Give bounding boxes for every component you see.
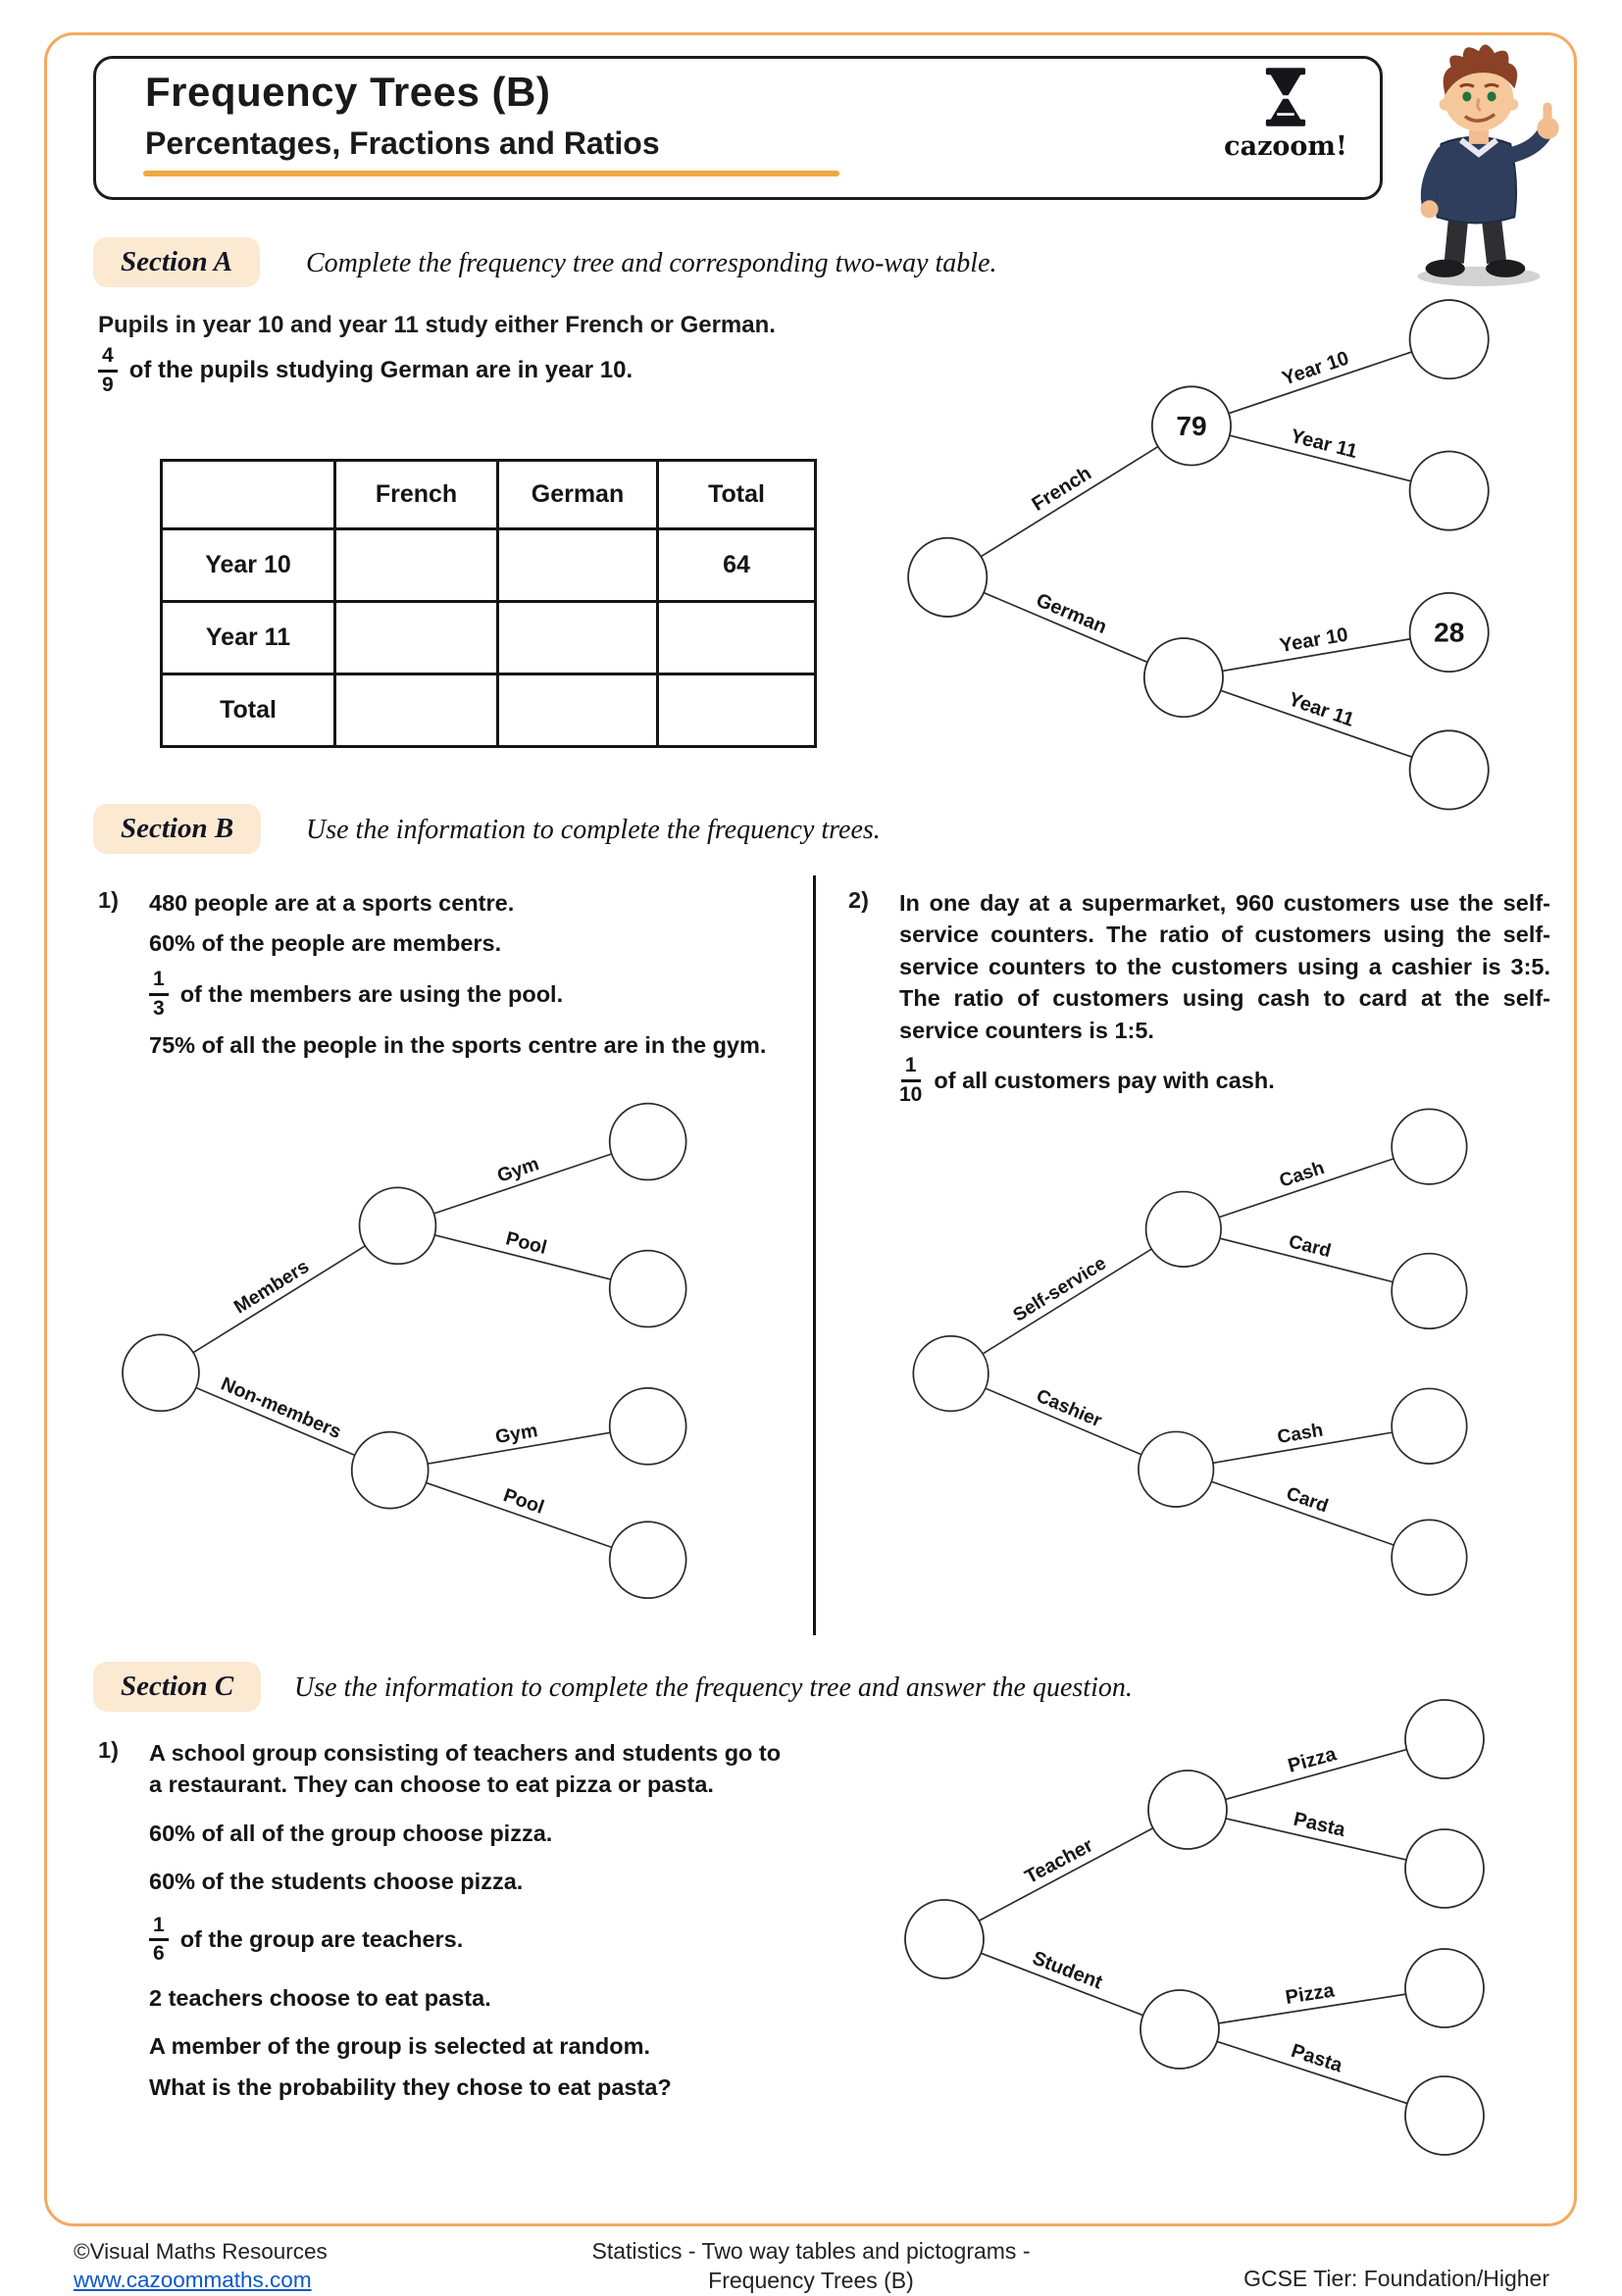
branch-label: Pizza [1285,1743,1340,1777]
tree-node-circle [1410,730,1489,809]
tree-node-circle [1392,1520,1467,1595]
tree-node-circle [352,1432,429,1509]
section-a-instruction: Complete the frequency tree and corresponding two-way table. [306,248,997,278]
section-b-label: Section B [93,804,261,854]
fraction-text: of the members are using the pool. [179,980,564,1007]
section-a-fraction-statement [98,345,633,396]
row-label-total: Total [162,674,335,747]
footer-topic-line1: Statistics - Two way tables and pictograms - [591,2238,1031,2264]
fraction-denominator: 10 [899,1082,923,1106]
tree-node-circle [123,1334,199,1411]
cell-year10-total: 64 [658,529,816,602]
tree-node-circle [1405,2076,1484,2155]
table-corner-cell [162,461,335,529]
tree-node-circle [1405,1829,1484,1908]
branch-label: Year 10 [1278,624,1350,658]
tree-node-value: 79 [1176,410,1207,441]
problem-b1-fraction-statement [149,969,785,1020]
tree-node-circle [1405,1700,1484,1778]
branch-label: Members [229,1255,314,1319]
problem-b2 [848,887,1550,1116]
problem-b1-line2: 60% of the people are members. [149,930,502,957]
branch-label: Year 11 [1285,688,1357,731]
tree-branch-line [979,1828,1152,1921]
tree-node-circle [610,1522,686,1598]
table-header-french: French [335,461,498,529]
cell-total-total [658,674,816,747]
branch-label: Pizza [1284,1979,1337,2009]
tree-node-circle [1410,451,1489,529]
frequency-tree-section-a [871,286,1549,843]
branch-label: Gym [494,1153,542,1187]
subtitle-underline [143,171,839,176]
branch-label: Cash [1276,1420,1325,1449]
problem-c1-fraction-statement [149,1915,785,1966]
row-label-year10: Year 10 [162,529,335,602]
cell-total-french [335,674,498,747]
problem-b2-number: 2) [848,887,869,913]
tree-node-circle [905,1900,984,1978]
problem-c1-number: 1) [98,1737,119,1763]
section-a-intro: Pupils in year 10 and year 11 study either French or German. [98,312,776,338]
section-b-column-divider [813,875,816,1635]
mascot-character [1379,33,1589,290]
branch-label: Student [1029,1947,1106,1994]
fraction-4-9 [98,345,118,396]
fraction-numerator: 1 [149,969,169,996]
section-b-instruction: Use the information to complete the frequency trees. [306,815,881,845]
tree-node-circle [1392,1388,1467,1464]
footer-copyright: ©Visual Maths Resources [74,2239,328,2264]
cell-total-german [498,674,658,747]
problem-c1-line6: What is the probability they chose to eat pasta? [149,2073,672,2100]
fraction-denominator: 3 [153,996,165,1020]
cell-year10-german [498,529,658,602]
branch-label: Pool [503,1227,549,1259]
page-subtitle: Percentages, Fractions and Ratios [145,125,660,161]
fraction-numerator: 1 [149,1915,169,1942]
table-row-total [162,674,816,747]
problem-c1-body [149,1737,785,2112]
branch-label: Year 10 [1279,347,1352,390]
fraction-text: of the group are teachers. [179,1926,464,1953]
two-way-table [160,459,817,748]
cazoom-logo [1217,64,1354,162]
branch-label: Pasta [1291,1808,1347,1842]
fraction-numerator: 1 [901,1055,921,1082]
fraction-denominator: 9 [102,373,114,396]
hourglass-icon [1258,64,1313,130]
tree-branch-line [981,447,1158,557]
cell-year11-total [658,602,816,674]
cell-year11-french [335,602,498,674]
problem-b1-number: 1) [98,887,119,913]
fraction-numerator: 4 [98,345,118,373]
branch-label: Gym [493,1420,539,1449]
tree-node-circle [1144,638,1223,717]
branch-label: Cashier [1033,1385,1105,1432]
cell-year10-french [335,529,498,602]
frequency-tree-section-c [868,1694,1545,2165]
branch-label: Non-members [218,1373,345,1444]
problem-b1-line3: 75% of all the people in the sports centre are in the gym. [149,1032,767,1059]
tree-node-circle [610,1388,686,1465]
fraction-denominator: 6 [153,1942,165,1966]
branch-label: Pool [500,1484,547,1519]
branch-label: Card [1283,1483,1331,1518]
fraction-1-3 [149,969,169,1020]
footer-website-link[interactable]: www.cazoommaths.com [74,2268,312,2293]
problem-c1-line4: 2 teachers choose to eat pasta. [149,1985,491,2012]
branch-label: Self-service [1009,1253,1110,1326]
mascot-illustration [1379,33,1589,290]
fraction-text: of the pupils studying German are in year 10. [128,357,634,384]
tree-node-value: 28 [1434,617,1465,648]
frequency-tree-b2 [878,1096,1525,1626]
row-label-year11: Year 11 [162,602,335,674]
table-row-year10 [162,529,816,602]
tree-node-circle [1392,1254,1467,1329]
tree-node-circle [908,538,987,617]
problem-b1-body [149,887,785,1071]
header [93,56,1383,200]
branch-label: Cash [1277,1157,1328,1192]
branch-label: French [1028,462,1095,516]
fraction-1-6 [149,1915,169,1966]
branch-label: Pasta [1288,2040,1345,2077]
cell-year11-german [498,602,658,674]
tree-branch-line [983,1249,1151,1354]
fraction-text: of all customers pay with cash. [934,1067,1275,1093]
footer-credits [74,2237,328,2295]
table-header-row [162,461,816,529]
table-header-total: Total [658,461,816,529]
branch-label: Teacher [1021,1834,1097,1889]
problem-c1-line5: A member of the group is selected at random. [149,2033,651,2060]
tree-node-circle [1405,1949,1484,2027]
tree-node-circle [1410,300,1489,378]
branch-label: Card [1286,1231,1334,1263]
problem-c1-line2: 60% of all of the group choose pizza. [149,1820,553,1846]
problem-c1 [98,1737,785,2112]
section-c-instruction: Use the information to complete the frequency tree and answer the question. [294,1672,1133,1703]
tree-node-circle [610,1104,686,1180]
tree-node-circle [1146,1192,1222,1268]
tree-node-circle [913,1336,988,1412]
tree-node-circle [1148,1771,1227,1849]
section-a-label: Section A [93,237,260,287]
problem-b1 [98,887,785,1071]
section-c-label: Section C [93,1662,261,1712]
footer-topic [487,2237,1135,2296]
tree-node-circle [1392,1109,1467,1184]
branch-label: Year 11 [1288,424,1360,464]
tree-node-circle [1140,1990,1219,2069]
frequency-tree-b1 [86,1090,745,1630]
page-title: Frequency Trees (B) [145,69,551,115]
cazoom-logo-text: cazoom! [1224,131,1347,162]
problem-b2-body [899,887,1550,1116]
tree-node-circle [1139,1431,1214,1507]
tree-node-circle [610,1251,686,1327]
tree-branch-line [193,1246,365,1353]
footer-tier: GCSE Tier: Foundation/Higher [1243,2266,1549,2291]
table-row-year11 [162,602,816,674]
footer-topic-line2: Frequency Trees (B) [708,2267,914,2293]
problem-b1-line1: 480 people are at a sports centre. [149,890,515,916]
tree-node-circle [360,1187,436,1264]
table-header-german: German [498,461,658,529]
branch-label: German [1033,589,1110,639]
problem-c1-line3: 60% of the students choose pizza. [149,1869,524,1895]
problem-c1-line1: A school group consisting of teachers and students go to a restaurant. They can choose to eat pizza or pasta. [149,1740,782,1798]
problem-b2-text: In one day at a supermarket, 960 customers use the self-service counters. The ratio of customers using the self-service counters to the customers using a cashier is 3:5. The ratio of customers using cash to card at the self-service counters is 1:5. [899,890,1550,1043]
